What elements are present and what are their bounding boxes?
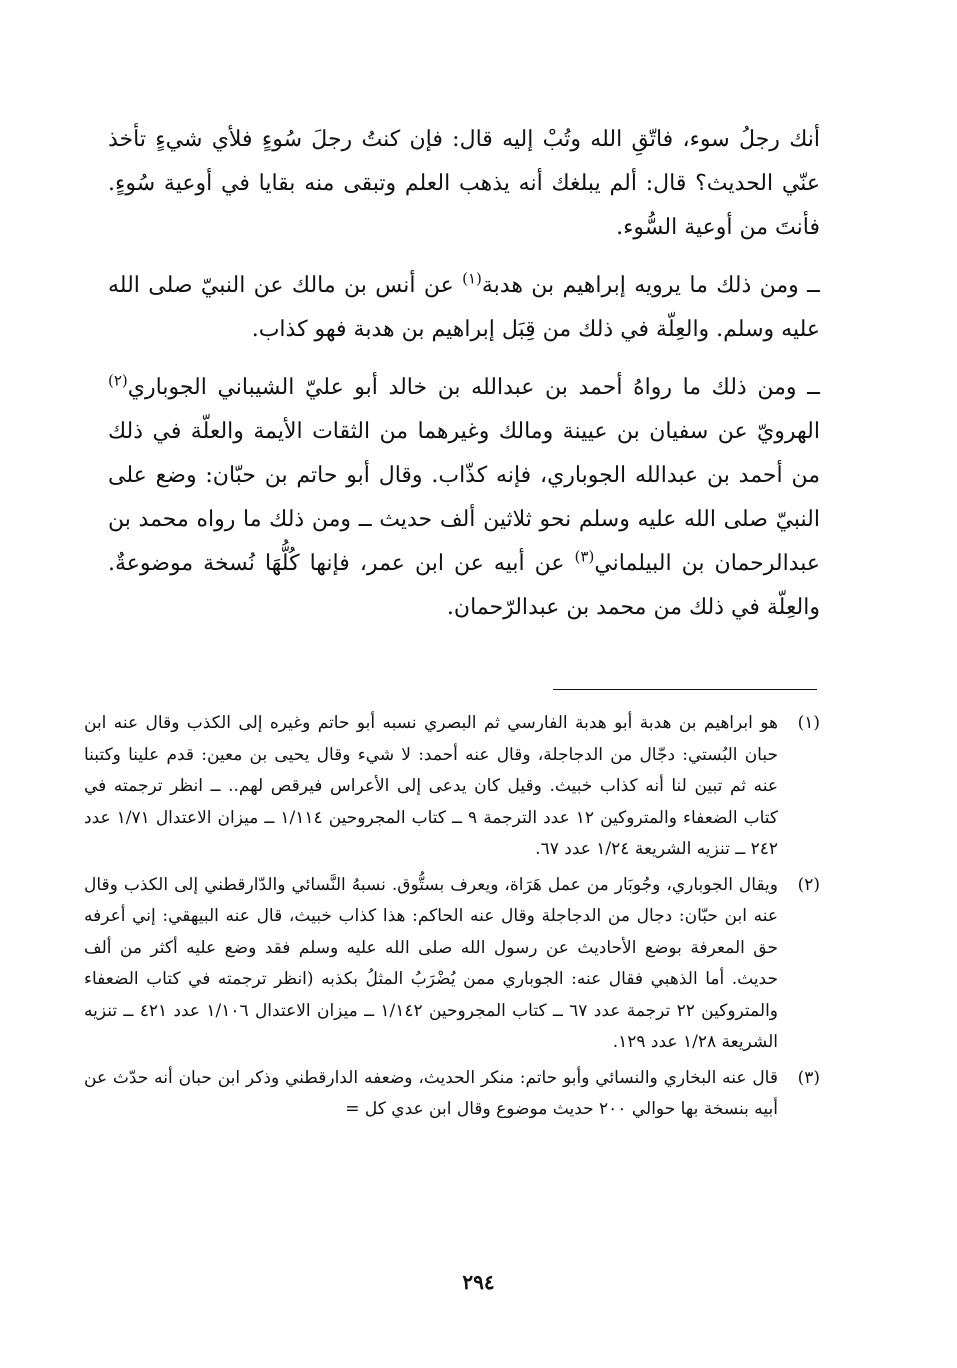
- paragraph-2-text-a: ــ ومن ذلك ما يرويه إبراهيم بن هدبة: [481, 273, 821, 298]
- footnote-number: (١): [797, 713, 820, 733]
- footnote-mark-3[interactable]: (٣): [574, 547, 595, 566]
- footnote-text: ويقال الجوباري، وجُوبَار من عمل هَرَاة، ويعرف بستُّوق. نسبهُ النَّسائي والدّارقطني إلى الكذب وقال عنه ابن حبّان: دجال من الدجاجلة وقال عنه الحاكم: هذا كذاب خبيث، قال عنه البيهقي: إني أعرفه حق المعرفة بوضع الأحاديث عن رسول الله صلى الله عليه وسلم فقد وضع عليه أكثر من ألف حديث. أما الذهبي فقال عنه: الجوباري ممن يُضْرَبُ المثلُ بكذبه (انظر ترجمته في كتاب الضعفاء والمتروكين ٢٢ ترجمة عدد ٦٧ ــ كتاب المجروحين ١/١٤٢ ــ ميزان الاعتدال ١/١٠٦ عدد ٤٢١ ــ تنزيه الشريعة ١/٢٨ عدد ١٢٩.: [84, 874, 778, 1052]
- paragraph-1: [108, 118, 820, 250]
- paragraph-3-text-a: ــ ومن ذلك ما رواهُ أحمد بن عبدالله بن خالد أبو عليّ الشيباني الجوباري: [127, 375, 820, 400]
- footnote-mark-1[interactable]: (١): [462, 269, 482, 288]
- footnote-1: [84, 708, 820, 866]
- footnote-number: (٣): [797, 1067, 820, 1088]
- footnote-separator: [553, 689, 817, 690]
- paragraph-3: [108, 366, 820, 630]
- paragraph-3-text-c: عن أبيه عن ابن عمر، فإنها كُلُّهَا نُسخة موضوعةٌ. والعِلّة في ذلك من محمد بن عبدالرّحمان.: [108, 551, 820, 620]
- footnotes: [84, 708, 820, 1130]
- footnote-3: [84, 1063, 820, 1126]
- footnote-text: قال عنه البخاري والنسائي وأبو حاتم: منكر الحديث، وضعفه الدارقطني وذكر ابن حبان أنه حدّث عن أبيه بنسخة بها حوالي ٢٠٠ حديث موضوع وقال ابن عدي كل =: [84, 1067, 778, 1119]
- paragraph-1-text: أنك رجلُ سوء، فاتّقِ الله وتُبْ إليه قال: فإن كنتُ رجلَ سُوءٍ فلأي شيءٍ تأخذ عنّي الحديث؟ قال: ألم يبلغك أنه يذهب العلم وتبقى منه بقايا في أوعية سُوءٍ. فأنتَ من أوعية السُّوء.: [108, 127, 820, 240]
- page-number: ٢٩٤: [462, 1270, 495, 1294]
- paragraph-2: [108, 264, 820, 352]
- main-text: [108, 118, 820, 644]
- paragraph-2-text-b: عن أنس بن مالك عن النبيّ صلى الله عليه وسلم. والعِلّة في ذلك من قِبَل إبراهيم بن هدبة فهو كذاب.: [108, 273, 820, 342]
- footnote-mark-2[interactable]: (٢): [108, 371, 128, 390]
- footnote-text: هو ابراهيم بن هدبة أبو هدبة الفارسي ثم البصري نسبه أبو حاتم وغيره إلى الكذب وقال عنه ابن حبان البُستي: دجّال من الدجاجلة، وقال عنه أحمد: لا شيء وقال يحيى بن معين: قدم علينا وكتبنا عنه ثم تبين لنا أنه كذاب خبيث. وقيل كان يدعى إلى الأعراس فيرقص لهم.. ــ انظر ترجمته في كتاب الضعفاء والمتروكين ١٢ عدد الترجمة ٩ ــ كتاب المجروحين ١/١١٤ ــ ميزان الاعتدال ١/٧١ عدد ٢٤٢ ــ تنزيه الشريعة ١/٢٤ عدد ٦٧.: [84, 713, 779, 859]
- footnote-2: [84, 870, 820, 1059]
- footnote-number: (٢): [797, 874, 820, 895]
- paragraph-3-text-b: الهرويّ عن سفيان بن عيينة ومالك وغيرهما من الثقات الأيمة والعلّة في ذلك من أحمد بن عبدالله الجوباري، فإنه كذّاب. وقال أبو حاتم بن حبّان: وضع على النبيّ صلى الله عليه وسلم نحو ثلاثين ألف حديث ــ ومن ذلك ما رواه محمد بن عبدالرحمان بن البيلماني: [108, 419, 820, 576]
